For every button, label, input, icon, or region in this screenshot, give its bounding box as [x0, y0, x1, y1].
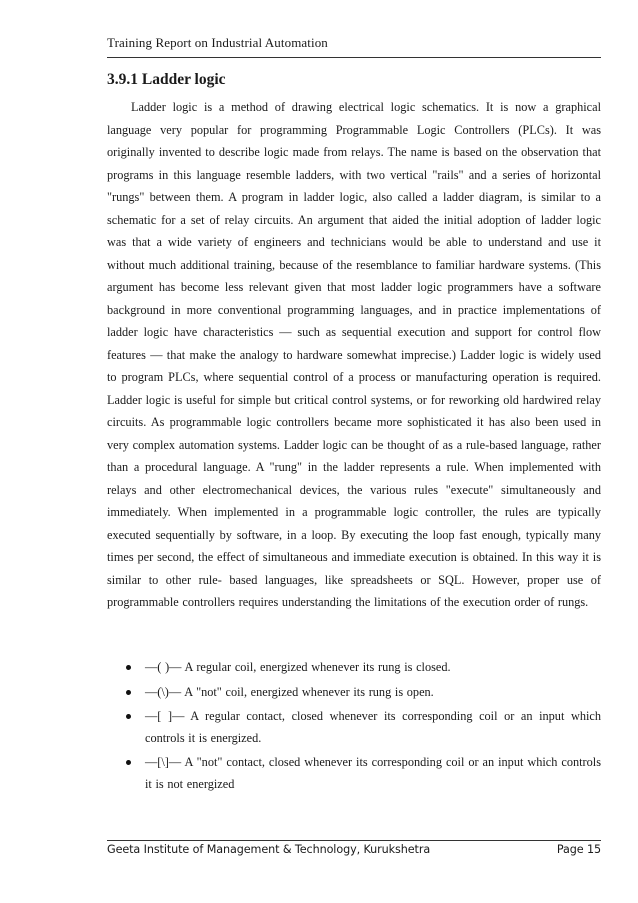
footer-institute: Geeta Institute of Management & Technology, Kurukshetra — [107, 843, 431, 856]
list-item-text: —[ ]— A regular contact, closed whenever its corresponding coil or an input which controls it is energized. — [145, 709, 601, 745]
symbol-list — [107, 657, 601, 798]
page-number: Page 15 — [556, 843, 601, 856]
running-header: Training Report on Industrial Automation — [107, 35, 328, 50]
bullet-icon — [126, 690, 131, 695]
bullet-icon — [126, 714, 131, 719]
header-divider — [107, 57, 601, 58]
body-paragraph: Ladder logic is a method of drawing electrical logic schematics. It is now a graphical language very popular for programming Programmable Logic Controllers (PLCs). It was originally invented to describe logic made from relays. The name is based on the observation that programs in this language resemble ladders, with two vertical "rails" and a series of horizontal "rungs" between them. A program in ladder logic, also called a ladder diagram, is similar to a schematic for a set of relay circuits. An argument that aided the initial adoption of ladder logic was that a wide variety of engineers and technicians would be able to understand and use it without much additional training, because of the resemblance to familiar hardware systems. (This argument has become less relevant given that most ladder logic programmers have a software background in more conventional programming languages, and in practice implementations of ladder logic have characteristics — such as sequential execution and support for control flow features — that make the analogy to hardware somewhat imprecise.) Ladder logic is widely used to program PLCs, where sequential control of a process or manufacturing operation is required. Ladder logic is useful for simple but critical control systems, or for reworking old hardwired relay circuits. As programmable logic controllers became more sophisticated it has also been used in very complex automation systems. Ladder logic can be thought of as a rule-based language, rather than a procedural language. A "rung" in the ladder represents a rule. When implemented with relays and other electromechanical devices, the various rules "execute" simultaneously and immediately. When implemented in a programmable logic controller, the rules are typically executed sequentially by software, in a loop. By executing the loop fast enough, typically many times per second, the effect of simultaneous and immediate execution is obtained. In this way it is similar to other rule- based languages, like spreadsheets or SQL. However, proper use of programmable controllers requires understanding the limitations of the execution order of rungs. — [107, 100, 601, 609]
list-item-regular-contact — [107, 706, 601, 749]
list-item-not-coil — [107, 682, 601, 704]
footer-divider — [107, 840, 601, 841]
list-item-text: —(\)— A "not" coil, energized whenever its rung is open. — [145, 684, 434, 699]
list-item-text: —( )— A regular coil, energized whenever its rung is closed. — [145, 660, 451, 674]
list-item-text: —[\]— A "not" contact, closed whenever its corresponding coil or an input which controls it is not energized — [145, 755, 601, 791]
section-title: 3.9.1 Ladder logic — [107, 71, 226, 88]
list-item-regular-coil — [107, 657, 601, 679]
bullet-icon — [126, 760, 131, 765]
list-item-not-contact — [107, 752, 601, 795]
bullet-icon — [126, 665, 131, 670]
